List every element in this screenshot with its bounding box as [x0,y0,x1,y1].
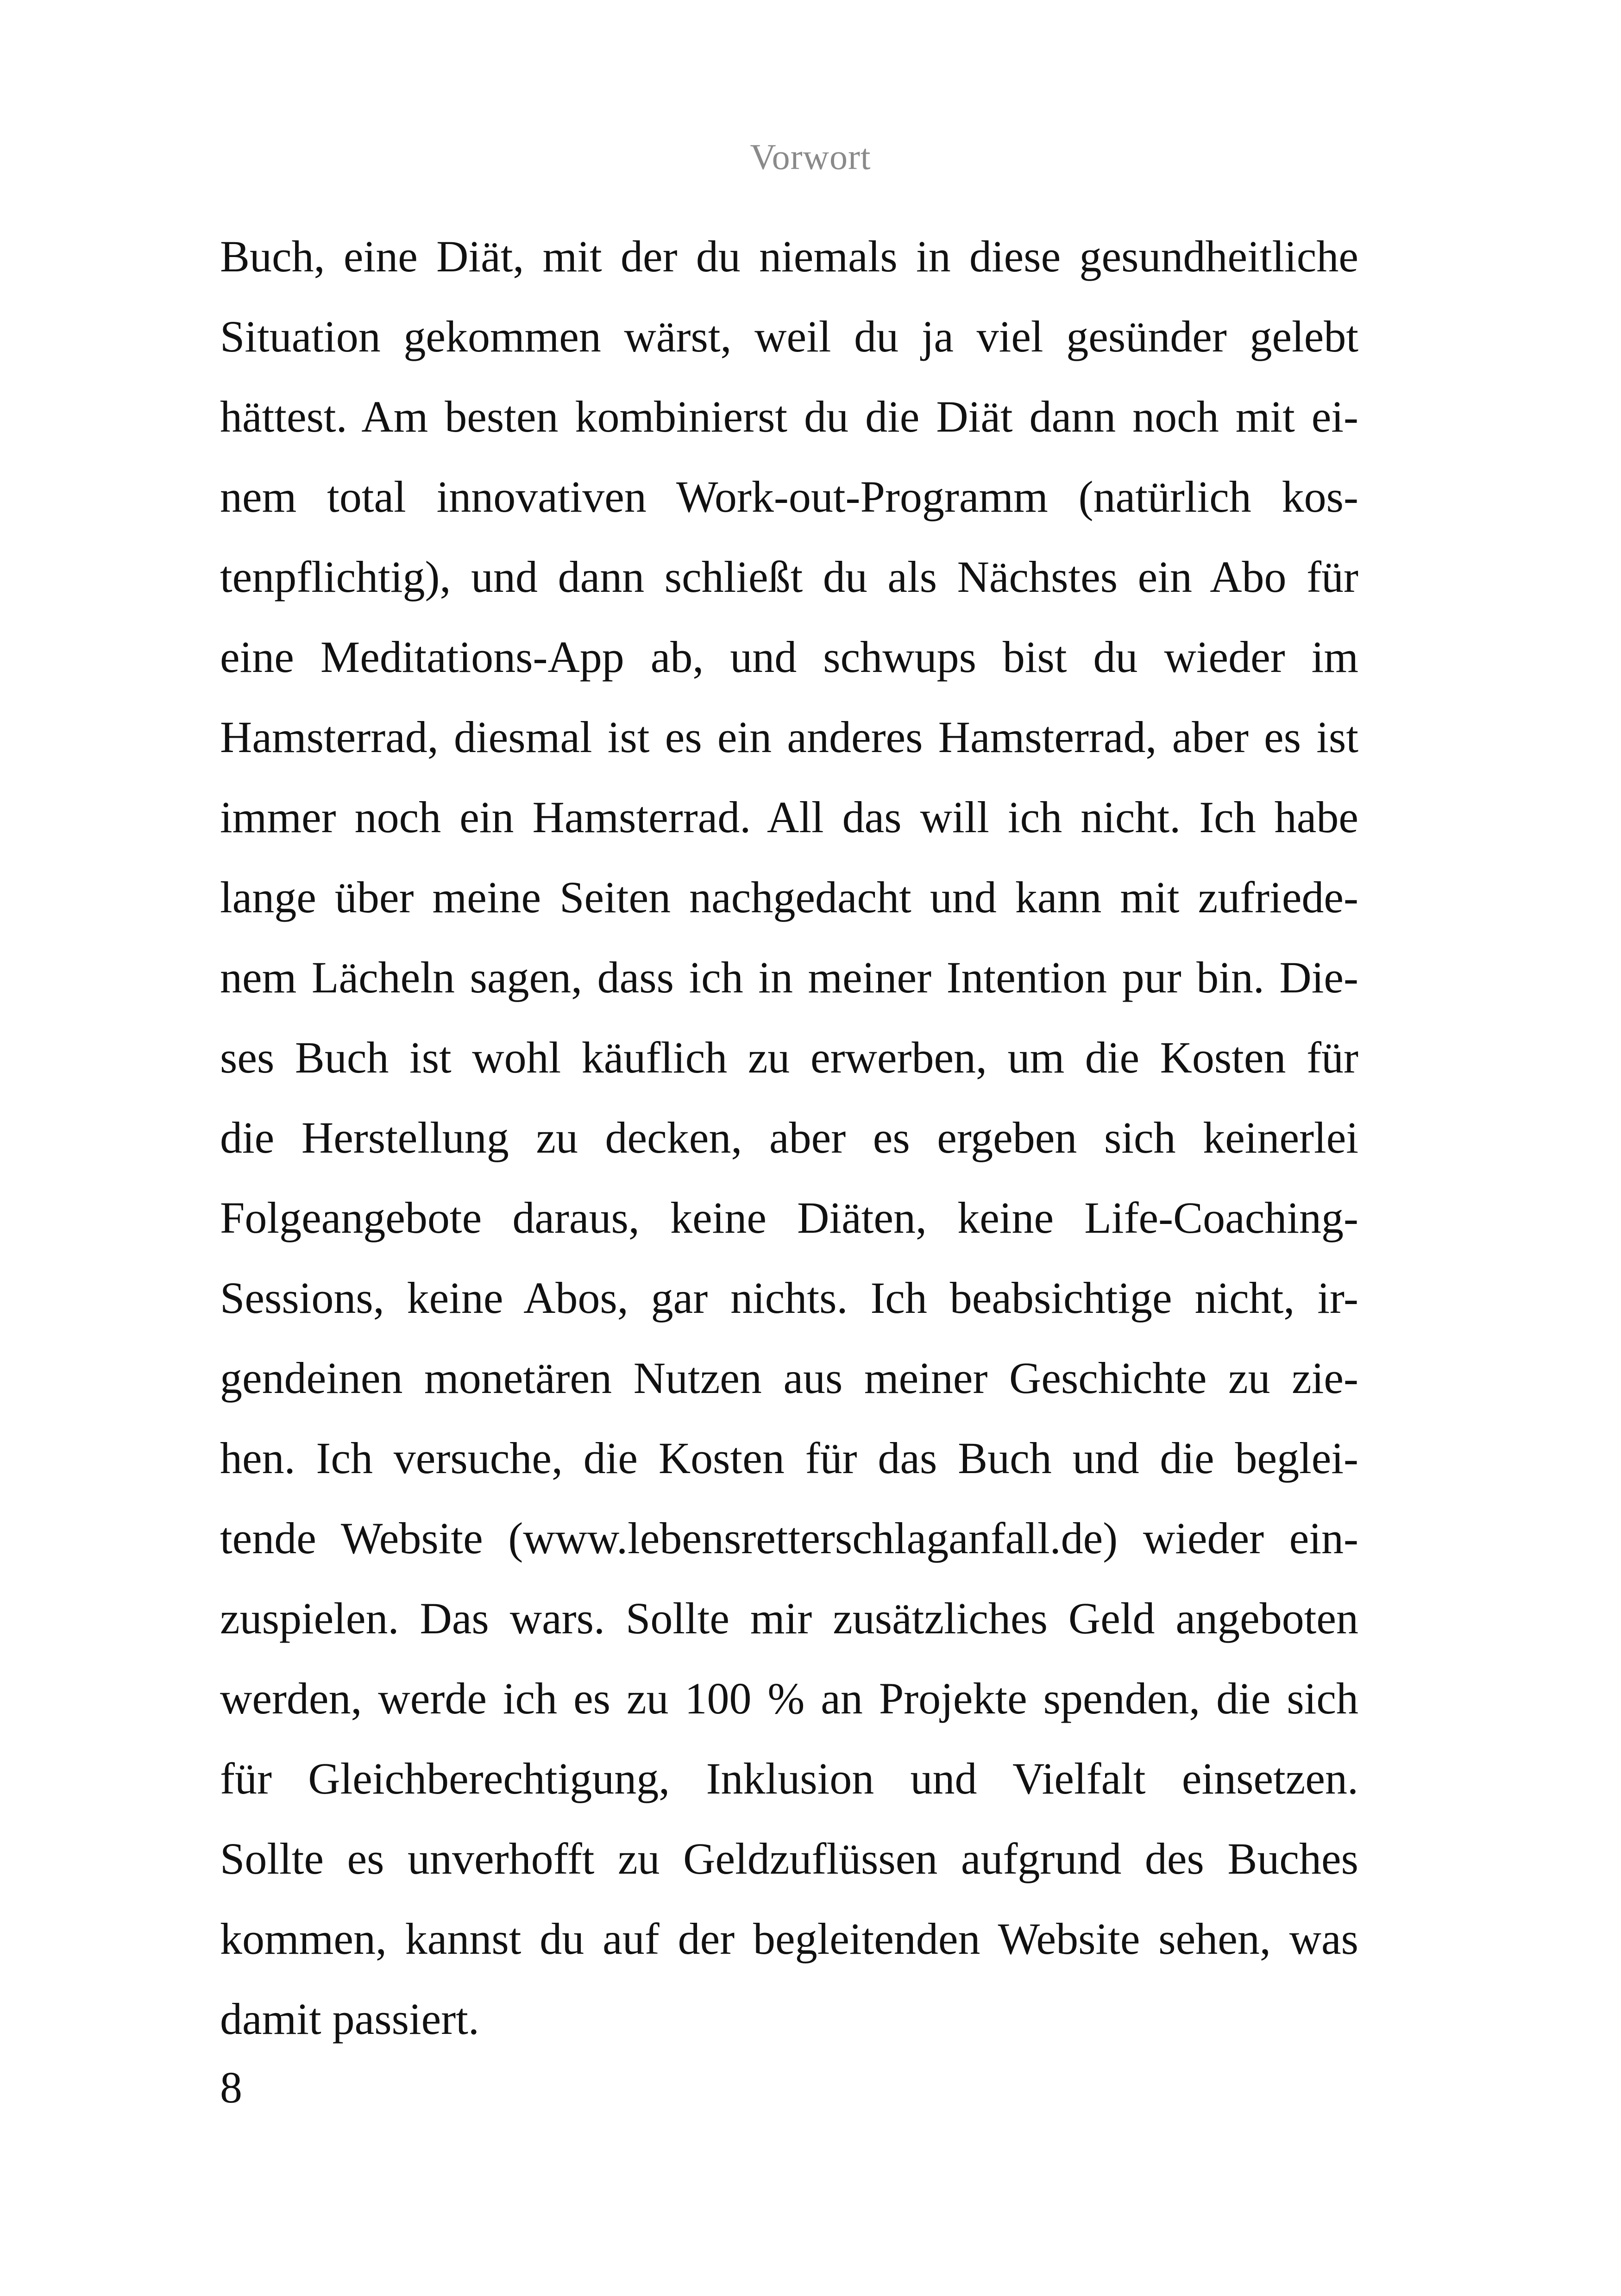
text-line: nem Lächeln sagen, dass ich in meiner Intention pur bin. Die- [220,953,1358,1002]
running-header-title: Vorwort [750,137,871,177]
page-number: 8 [220,2063,242,2112]
text-line: immer noch ein Hamsterrad. All das will ich nicht. Ich habe [220,792,1358,842]
text-line: tende Website (www.lebensretterschlaganfall.de) wieder ein- [220,1513,1358,1563]
text-line: Folgeangebote daraus, keine Diäten, keine Life-Coaching- [220,1193,1358,1242]
text-line: Sollte es unverhofft zu Geldzuflüssen aufgrund des Buches [220,1834,1358,1883]
text-line: Situation gekommen wärst, weil du ja viel gesünder gelebt [220,312,1358,361]
text-line: damit passiert. [220,1994,479,2044]
text-line: ses Buch ist wohl käuflich zu erwerben, um die Kosten für [220,1033,1358,1082]
body-text [220,216,1358,2059]
text-line: kommen, kannst du auf der begleitenden Website sehen, was [220,1914,1358,1964]
text-line: Hamsterrad, diesmal ist es ein anderes Hamsterrad, aber es ist [220,712,1358,762]
text-line: eine Meditations-App ab, und schwups bist du wieder im [220,632,1358,682]
text-line: werden, werde ich es zu 100 % an Projekte spenden, die sich [220,1674,1358,1723]
text-line: die Herstellung zu decken, aber es ergeben sich keinerlei [220,1113,1358,1162]
text-line: tenpflichtig), und dann schließt du als Nächstes ein Abo für [220,552,1358,602]
text-line: lange über meine Seiten nachgedacht und kann mit zufriede- [220,872,1358,922]
text-line: Sessions, keine Abos, gar nichts. Ich beabsichtige nicht, ir- [220,1273,1358,1323]
text-line: Buch, eine Diät, mit der du niemals in diese gesundheitliche [220,232,1358,281]
text-line: für Gleichberechtigung, Inklusion und Vielfalt einsetzen. [220,1754,1358,1803]
text-line: hättest. Am besten kombinierst du die Diät dann noch mit ei- [220,392,1358,441]
text-line: gendeinen monetären Nutzen aus meiner Geschichte zu zie- [220,1353,1358,1403]
text-line: zuspielen. Das wars. Sollte mir zusätzliches Geld angeboten [220,1593,1358,1643]
text-line: nem total innovativen Work-out-Programm (natürlich kos- [220,472,1358,521]
text-line: hen. Ich versuche, die Kosten für das Buch und die beglei- [220,1433,1358,1483]
